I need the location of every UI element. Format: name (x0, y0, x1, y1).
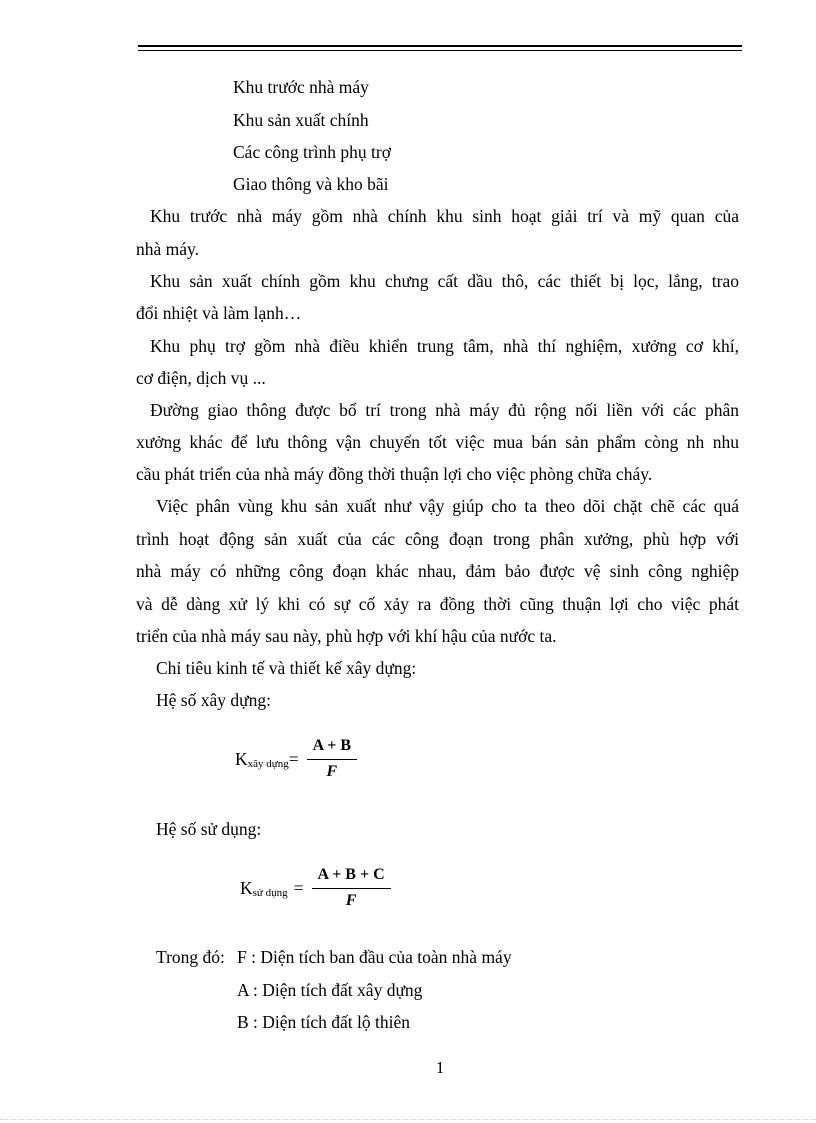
formula-denominator: F (326, 763, 338, 780)
paragraph-line: Đường giao thông được bố trí trong nhà máy đủ rộng nối liền với các phân (150, 400, 739, 420)
definition-item: F : Diện tích ban đầu của toàn nhà máy (237, 947, 512, 967)
paragraph-line: nhà máy có những công đoạn khác nhau, đảm bảo được vệ sinh công nghiệp (136, 561, 739, 581)
formula-use-coefficient (240, 866, 391, 910)
formula-equals: = (288, 748, 299, 769)
definition-item: B : Diện tích đất lộ thiên (237, 1012, 411, 1032)
paragraph-line: Khu trước nhà máy gồm nhà chính khu sinh hoạt giải trí và mỹ quan của (150, 206, 739, 226)
paragraph-line: trình hoạt động sản xuất của các công đoạn trong phân xưởng, phù hợp với (136, 529, 739, 549)
formula-subscript: xây dựng (247, 758, 289, 770)
heading-indicators: Chỉ tiêu kinh tế và thiết kế xây dựng: (156, 658, 417, 678)
formula-numerator: A + B (307, 737, 357, 760)
header-rule-thin (138, 50, 742, 51)
page-number: 1 (435, 1058, 445, 1077)
paragraph-line: nhà máy. (136, 239, 200, 259)
heading-build-coef: Hệ số xây dựng: (156, 690, 271, 710)
formula-fraction (307, 737, 357, 781)
paragraph-line: và dễ dàng xử lý khi có sự cố xảy ra đồng thời cũng thuận lợi cho việc phát (136, 594, 739, 614)
list-item: Giao thông và kho bãi (233, 174, 389, 194)
formula-denominator: F (345, 892, 357, 909)
paragraph-line: cầu phát triển của nhà máy đồng thời thuận lợi cho việc phòng chữa cháy. (136, 464, 653, 484)
paragraph-line: triển của nhà máy sau này, phù hợp với khí hậu của nước ta. (136, 626, 557, 646)
formula-k: K (235, 748, 248, 769)
page-bottom-border (0, 1119, 816, 1120)
formula-k: K (240, 877, 253, 898)
list-item: Khu trước nhà máy (233, 77, 369, 97)
heading-use-coef: Hệ số sử dụng: (156, 819, 262, 839)
list-item: Khu sản xuất chính (233, 110, 369, 130)
formula-numerator: A + B + C (312, 866, 391, 889)
paragraph-line: Việc phân vùng khu sản xuất như vậy giúp cho ta theo dõi chặt chẽ các quá (156, 496, 739, 516)
list-item: Các công trình phụ trợ (233, 142, 391, 162)
formula-build-coefficient (235, 737, 357, 781)
header-rule-thick (138, 45, 742, 47)
formula-fraction (312, 866, 391, 910)
formula-subscript: sử dụng (252, 887, 288, 899)
definition-item: A : Diện tích đất xây dựng (237, 980, 423, 1000)
formula-equals: = (293, 877, 304, 898)
paragraph-line: Khu sản xuất chính gồm khu chưng cất dầu thô, các thiết bị lọc, lắng, trao (150, 271, 739, 291)
paragraph-line: đổi nhiệt và làm lạnh… (136, 303, 302, 323)
paragraph-line: xưởng khác để lưu thông vận chuyển tốt việc mua bán sản phẩm còng nh nhu (136, 432, 739, 452)
paragraph-line: cơ điện, dịch vụ ... (136, 368, 266, 388)
paragraph-line: Khu phụ trợ gồm nhà điều khiển trung tâm, nhà thí nghiệm, xưởng cơ khí, (150, 336, 739, 356)
definitions-prefix: Trong đó: (156, 947, 225, 967)
